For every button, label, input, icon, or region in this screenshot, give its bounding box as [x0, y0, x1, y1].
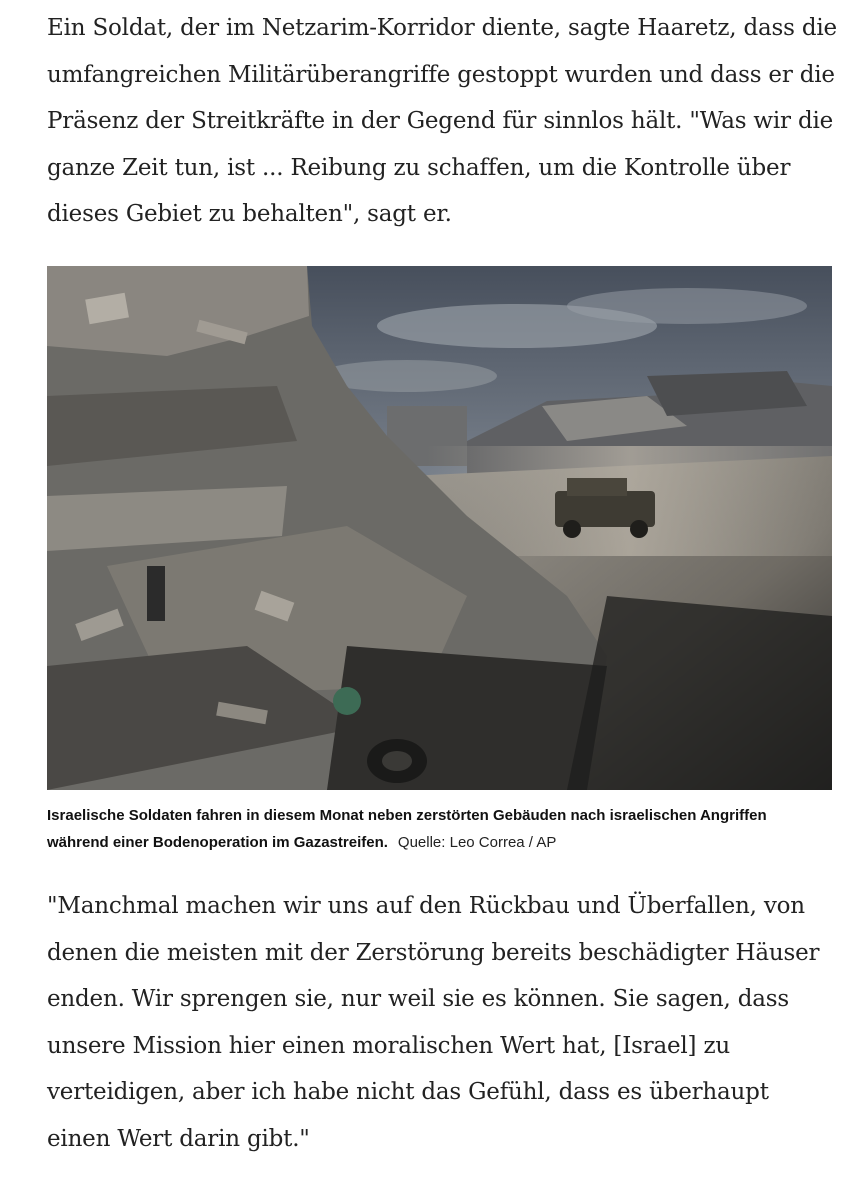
photo-credit: Quelle: Leo Correa / AP — [397, 834, 557, 851]
article-paragraph-2: "Manchmal machen wir uns auf den Rückbau und Überfallen, von denen die meisten mit der Zerstörung bereits beschädigter Häuser enden. Wir sprengen sie, nur weil sie es können. Sie sagen, dass unsere Mission hier einen moralischen Wert hat, [Israel] zu verteidigen, aber ich habe nicht das Gefühl, dass es überhaupt einen Wert darin gibt." — [47, 893, 820, 1152]
photo-rubble-gaza — [47, 266, 832, 790]
article-photo — [47, 266, 832, 790]
caption-text: Israelische Soldaten fahren in diesem Monat neben zerstörten Gebäuden nach israelischen Angriffen während einer Bodenoperation im Gazastreifen. — [47, 807, 767, 851]
article-paragraph-1: Ein Soldat, der im Netzarim-Korridor diente, sagte Haaretz, dass die umfangreichen Militärüberangriffe gestoppt wurden und dass er die Präsenz der Streitkräfte in der Gegend für sinnlos hält. "Was wir die ganze Zeit tun, ist ... Reibung zu schaffen, um die Kontrolle über dieses Gebiet zu behalten", sagt er. — [47, 15, 837, 227]
photo-caption — [47, 802, 832, 856]
